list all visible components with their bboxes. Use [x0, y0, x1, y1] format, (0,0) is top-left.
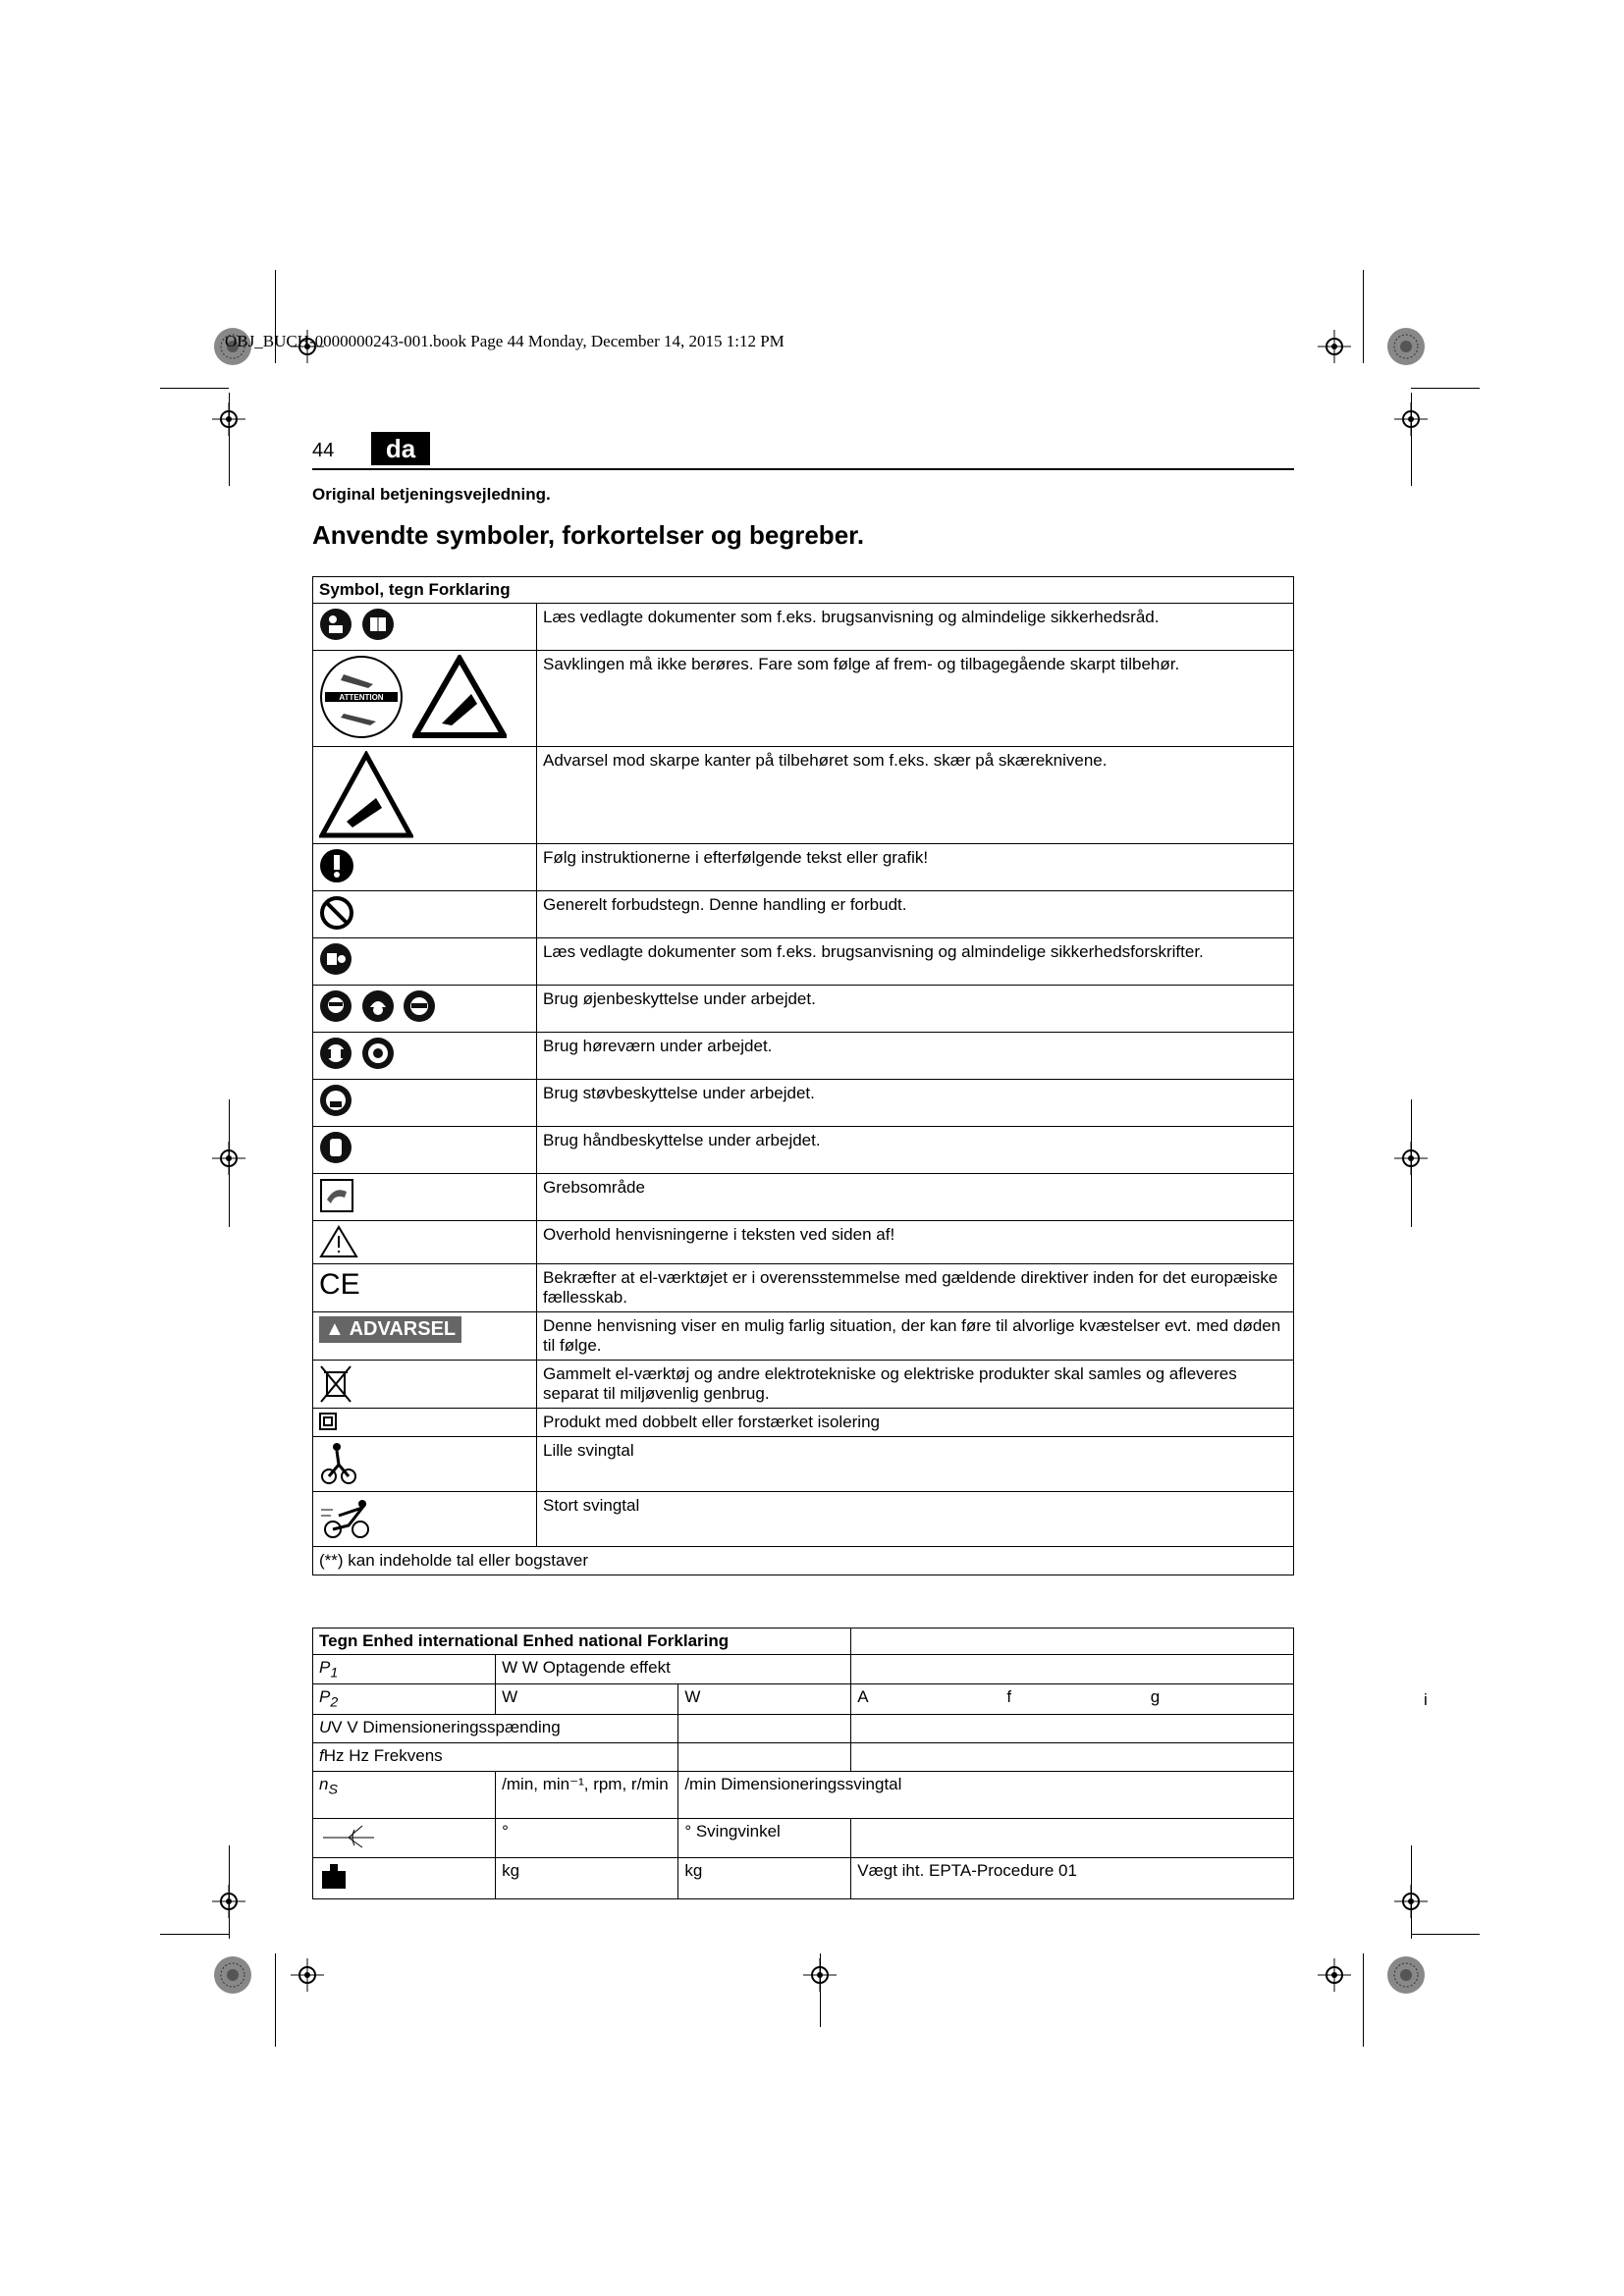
table-row — [313, 747, 1294, 844]
row-text: Denne henvisning viser en mulig farlig situation, der kan føre til alvorlige kvæstelser evt. med døden til følge. — [537, 1312, 1294, 1361]
unit-cell: W — [496, 1684, 678, 1714]
color-wheel-icon — [213, 1955, 252, 1995]
sign-symbol: n — [319, 1774, 329, 1793]
registration-mark-icon — [212, 402, 245, 436]
table-row — [313, 1033, 1294, 1080]
table-row — [313, 1771, 1294, 1818]
sign-symbol: P — [319, 1658, 331, 1677]
units-table — [312, 1628, 1294, 1899]
registration-mark-icon — [1318, 1958, 1351, 1992]
attention-hand-icon — [319, 655, 404, 739]
row-text: Grebsområde — [537, 1174, 1294, 1221]
row-text: Brug håndbeskyttelse under arbejdet. — [537, 1127, 1294, 1174]
row-text: Bekræfter at el-værktøjet er i overensstemmelse med gældende direktiver inden for det europæiske fællesskab. — [537, 1264, 1294, 1312]
explanation-cell: Vægt iht. EPTA-Procedure 01 — [851, 1857, 1294, 1898]
doc-subtitle: Original betjeningsvejledning. — [312, 485, 551, 504]
explanation-cell — [851, 1714, 1294, 1742]
table-row — [313, 1361, 1294, 1409]
explanation-cell: A f g — [851, 1684, 1294, 1714]
table-row — [313, 1312, 1294, 1361]
table-footnote: (**) kan indeholde tal eller bogstaver — [313, 1547, 1294, 1575]
face-shield-icon — [319, 989, 352, 1023]
unit-cell: W W Optagende effekt — [496, 1655, 851, 1684]
explanation-cell — [851, 1742, 1294, 1771]
crossed-bin-icon — [319, 1364, 352, 1404]
table-row — [313, 1714, 1294, 1742]
table-row — [313, 1409, 1294, 1437]
ear-muffs-icon — [361, 1037, 395, 1070]
unit-cell: /min, min⁻¹, rpm, r/min — [496, 1771, 678, 1818]
row-text: Brug øjenbeskyttelse under arbejdet. — [537, 986, 1294, 1033]
sign-subscript: 2 — [330, 1694, 339, 1711]
row-text: Advarsel mod skarpe kanter på tilbehøret som f.eks. skær på skæreknivene. — [537, 747, 1294, 844]
slow-cyclist-icon — [319, 1441, 358, 1486]
sign-symbol: P — [319, 1687, 331, 1707]
warning-triangle-icon — [319, 1225, 358, 1258]
fast-cyclist-icon — [319, 1496, 378, 1539]
row-text: Produkt med dobbelt eller forstærket isolering — [537, 1409, 1294, 1437]
row-text: Gammelt el-værktøj og andre elektrotekniske og elektriske produkter skal samles og afleveres separat til miljøvenlig genbrug. — [537, 1361, 1294, 1409]
mandatory-exclamation-icon — [319, 848, 354, 883]
unit-national-cell: W — [678, 1684, 851, 1714]
table-row — [313, 891, 1294, 938]
advarsel-badge-icon: ▲ ADVARSEL — [319, 1316, 461, 1343]
table-row — [313, 1655, 1294, 1684]
table-row — [313, 1127, 1294, 1174]
table-row — [313, 1857, 1294, 1898]
units-table-header: Tegn Enhed international Enhed national Forklaring — [313, 1629, 851, 1655]
page-number: 44 — [312, 440, 335, 461]
book-icon — [361, 608, 395, 641]
double-insulation-icon — [319, 1413, 337, 1430]
ce-mark-icon: CE — [319, 1268, 360, 1301]
table-row — [313, 1684, 1294, 1714]
row-text: Følg instruktionerne i efterfølgende tekst eller grafik! — [537, 844, 1294, 891]
explanation-cell — [851, 1655, 1294, 1684]
page-title: Anvendte symboler, forkortelser og begreber. — [312, 520, 865, 550]
row-text: Stort svingtal — [537, 1492, 1294, 1547]
symbols-table-header: Symbol, tegn Forklaring — [313, 577, 1294, 604]
table-row — [313, 1080, 1294, 1127]
sharp-blade-warning-icon — [412, 655, 507, 739]
table-row — [313, 938, 1294, 986]
registration-mark-icon — [1318, 330, 1351, 363]
file-header: OBJ_BUCH-0000000243-001.book Page 44 Monday, December 14, 2015 1:12 PM — [225, 332, 785, 350]
unit-cell: V V Dimensioneringsspænding — [331, 1717, 561, 1736]
table-row — [313, 1221, 1294, 1264]
table-row — [313, 844, 1294, 891]
row-text: Generelt forbudstegn. Denne handling er forbudt. — [537, 891, 1294, 938]
registration-mark-icon — [291, 1958, 324, 1992]
color-wheel-icon — [1386, 327, 1426, 366]
row-text: Overhold henvisningerne i teksten ved siden af! — [537, 1221, 1294, 1264]
row-text: Brug støvbeskyttelse under arbejdet. — [537, 1080, 1294, 1127]
table-row — [313, 1818, 1294, 1857]
table-row — [313, 651, 1294, 747]
table-row — [313, 1437, 1294, 1492]
registration-mark-icon — [803, 1958, 837, 1992]
color-wheel-icon — [1386, 1955, 1426, 1995]
sign-subscript: 1 — [330, 1665, 339, 1682]
ear-protection-icon — [319, 1037, 352, 1070]
stray-letter: i — [1424, 1690, 1428, 1709]
sign-symbol: U — [319, 1717, 332, 1736]
symbols-table — [312, 576, 1294, 1575]
weight-icon — [319, 1861, 349, 1891]
read-documents-icon — [319, 942, 352, 976]
explanation-cell — [851, 1818, 1294, 1857]
header-rule — [312, 468, 1294, 470]
registration-mark-icon — [1394, 1142, 1428, 1175]
language-badge: da — [371, 432, 430, 465]
registration-mark-icon — [1394, 402, 1428, 436]
row-text: Brug høreværn under arbejdet. — [537, 1033, 1294, 1080]
table-row — [313, 1492, 1294, 1547]
unit-national-cell: ° Svingvinkel — [678, 1818, 851, 1857]
swing-angle-icon — [319, 1822, 378, 1849]
gloves-icon — [319, 1131, 352, 1164]
read-manual-icon — [319, 608, 352, 641]
table-row — [313, 1264, 1294, 1312]
advarsel-label: ADVARSEL — [349, 1318, 457, 1340]
registration-mark-icon — [1394, 1885, 1428, 1918]
unit-national-cell — [678, 1714, 851, 1742]
unit-cell: ° — [496, 1818, 678, 1857]
row-text: Savklingen må ikke berøres. Fare som følge af frem- og tilbagegående skarpt tilbehør. — [537, 651, 1294, 747]
unit-cell: kg — [496, 1857, 678, 1898]
grip-area-icon — [319, 1178, 354, 1213]
registration-mark-icon — [212, 1885, 245, 1918]
row-text: Læs vedlagte dokumenter som f.eks. brugsanvisning og almindelige sikkerhedsforskrifter. — [537, 938, 1294, 986]
table-row — [313, 1174, 1294, 1221]
unit-national-cell: /min Dimensioneringssvingtal — [678, 1771, 1294, 1818]
safety-helmet-icon — [361, 989, 395, 1023]
unit-cell: Hz Hz Frekvens — [323, 1745, 443, 1765]
goggles-icon — [403, 989, 436, 1023]
svg-text:ATTENTION: ATTENTION — [339, 693, 384, 702]
table-row — [313, 604, 1294, 651]
registration-mark-icon — [212, 1142, 245, 1175]
dust-mask-icon — [319, 1084, 352, 1117]
table-row — [313, 1742, 1294, 1771]
unit-national-cell: kg — [678, 1857, 851, 1898]
sharp-edge-warning-icon — [319, 751, 413, 839]
row-text: Læs vedlagte dokumenter som f.eks. brugsanvisning og almindelige sikkerhedsråd. — [537, 604, 1294, 651]
table-row — [313, 986, 1294, 1033]
row-text: Lille svingtal — [537, 1437, 1294, 1492]
sign-subscript: S — [328, 1782, 338, 1798]
unit-national-cell — [678, 1742, 851, 1771]
prohibition-icon — [319, 895, 354, 931]
table-footer-row — [313, 1547, 1294, 1575]
sign-symbol: f — [319, 1745, 324, 1765]
